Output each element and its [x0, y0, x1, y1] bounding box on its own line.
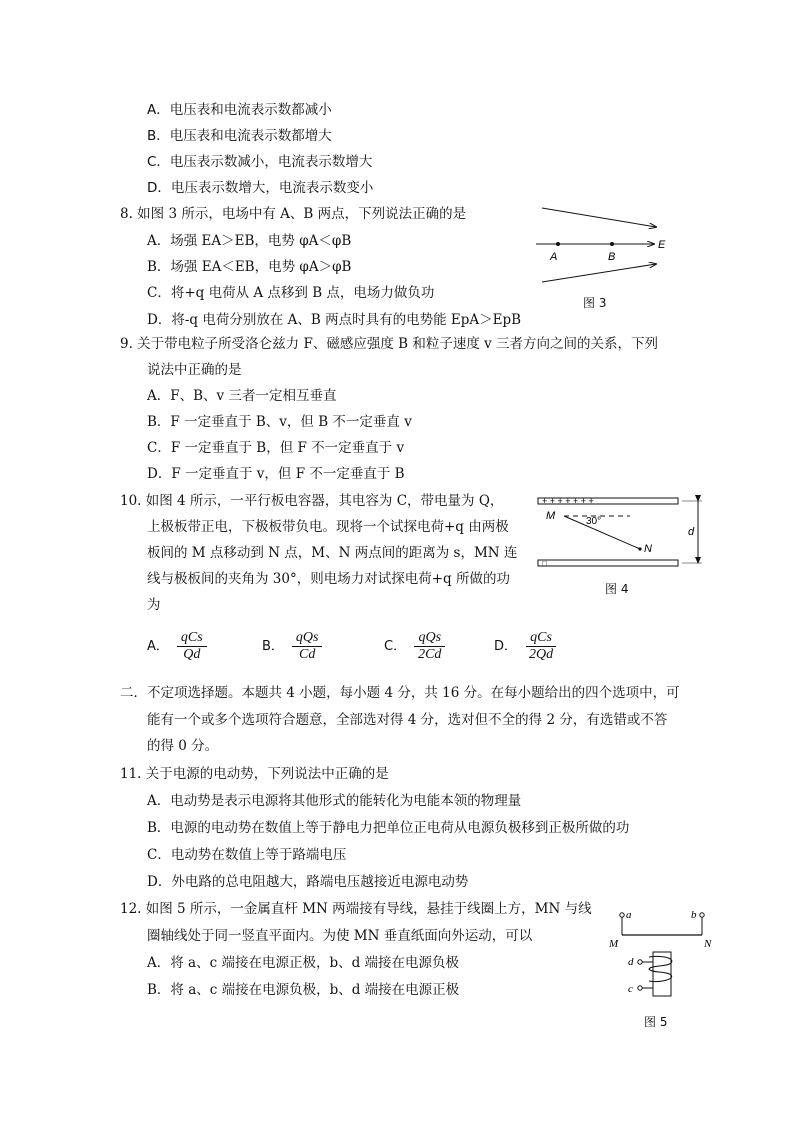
terminal-d: [638, 960, 642, 964]
q9-option-a: A．F、B、v 三者一定相互垂直: [147, 388, 337, 404]
q10-option-a: A． $\frac{\text{qCs}}{Qd}$: [147, 628, 207, 665]
q8-option-d: D．将-q 电荷分别放在 A、B 两点时具有的电势能 EpA＞EpB: [147, 312, 522, 328]
field-line-top: [542, 208, 656, 227]
q10-option-d: D． $\frac{\text{qCs}}{2Qd}$: [494, 628, 557, 665]
figure-3-caption: 图 3: [583, 296, 607, 310]
q12-option-a: A．将 a、c 端接在电源正极，b、d 端接在电源负极: [147, 955, 460, 971]
q12-stem-line2: 圈轴线处于同一竖直平面内。为使 MN 垂直纸面向外运动，可以: [147, 928, 533, 944]
q12-stem-line1: 12. 如图 5 所示，一金属直杆 MN 两端接有导线，悬挂于线圈上方，MN 与线: [120, 901, 592, 917]
field-e-label: E: [658, 239, 666, 251]
q11-stem: 11. 关于电源的电动势，下列说法中正确的是: [120, 766, 389, 782]
point-b-dot: [610, 242, 614, 246]
point-n-label: N: [644, 543, 652, 555]
terminal-a: [620, 913, 624, 917]
point-m-label: M: [546, 510, 556, 522]
q10-option-b: B． $\frac{\text{qQs}}{Cd}$: [262, 628, 322, 665]
q7-option-d: D．电压表示数增大，电流表示数变小: [147, 180, 374, 196]
terminal-c: [638, 986, 642, 990]
terminal-a-label: a: [626, 909, 632, 921]
coil-winding: [649, 956, 672, 981]
q8-option-c: C．将+q 电荷从 A 点移到 B 点，电场力做负功: [147, 285, 435, 301]
point-a-dot: [556, 242, 560, 246]
q10-stem-line2: 上极板带正电，下极板带负电。现将一个试探电荷+q 由两极: [147, 519, 509, 535]
terminal-c-label: c: [628, 983, 633, 995]
terminal-b: [700, 913, 704, 917]
q10-stem-line4: 线与极板间的夹角为 30°，则电场力对试探电荷+q 所做的功: [147, 571, 510, 587]
q9-option-d: D．F 一定垂直于 v，但 F 不一定垂直于 B: [147, 466, 405, 482]
q8-option-a: A．场强 EA＞EB，电势 φA＜φB: [147, 233, 352, 249]
figure-3: [530, 200, 680, 300]
q8-stem: 8. 如图 3 所示，电场中有 A、B 两点，下列说法正确的是: [120, 206, 467, 222]
q7-option-c: C．电压表示数减小，电流表示数增大: [147, 154, 373, 170]
point-a-label: A: [550, 251, 558, 263]
rod-n-label: N: [704, 938, 712, 950]
q11-option-c: C．电动势在数值上等于路端电压: [147, 847, 347, 863]
plus-signs: + + + + + + +: [542, 496, 594, 506]
section-2-line3: 的得 0 分。: [147, 738, 219, 754]
q9-option-b: B．F 一定垂直于 B、v，但 B 不一定垂直 v: [147, 414, 412, 430]
lower-plate: [538, 560, 678, 566]
q11-option-d: D．外电路的总电阻越大，路端电压越接近电源电动势: [147, 874, 469, 890]
q9-stem-line2: 说法中正确的是: [147, 362, 242, 378]
section-2-line2: 能有一个或多个选项符合题意，全部选对得 4 分，选对但不全的得 2 分，有选错或不答: [147, 712, 668, 728]
q11-option-b: B．电源的电动势在数值上等于静电力把单位正电荷从电源负极移到正极所做的功: [147, 820, 630, 836]
q7-option-b: B．电压表和电流表示数都增大: [147, 128, 332, 144]
mn-line: [564, 516, 640, 549]
rod-m-label: M: [609, 938, 619, 950]
q11-option-a: A．电动势是表示电源将其他形式的能转化为电能本领的物理量: [147, 793, 522, 809]
terminal-d-label: d: [628, 956, 634, 968]
q10-stem-line5: 为: [147, 597, 161, 613]
terminal-b-label: b: [691, 909, 697, 921]
point-n-dot: [638, 547, 641, 550]
q10-stem-line3: 板间的 M 点移动到 N 点，M、N 两点间的距离为 s，MN 连: [147, 545, 518, 561]
q7-option-a: A．电压表和电流表示数都减小: [147, 102, 332, 118]
q10-stem-line1: 10. 如图 4 所示，一平行板电容器，其电容为 C，带电量为 Q，: [120, 493, 504, 509]
angle-label: 30°: [586, 516, 602, 527]
field-line-bottom: [542, 264, 656, 282]
figure-5: [605, 905, 720, 1005]
figure-4-caption: 图 4: [605, 582, 629, 596]
q12-option-b: B．将 a、c 端接在电源负极，b、d 端接在电源正极: [147, 982, 460, 998]
section-2-line1: 二．不定项选择题。本题共 4 小题，每小题 4 分，共 16 分。在每小题给出的四个选项中，可: [120, 685, 680, 701]
distance-d-label: d: [688, 526, 695, 538]
q8-option-b: B．场强 EA＜EB，电势 φA＞φB: [147, 259, 352, 275]
figure-4: [530, 494, 710, 574]
q9-option-c: C．F 一定垂直于 B，但 F 不一定垂直于 v: [147, 440, 405, 456]
minus-sign: □: [542, 559, 547, 568]
q9-stem-line1: 9. 关于带电粒子所受洛仑兹力 F、磁感应强度 B 和粒子速度 v 三者方向之间的关系，下列: [120, 336, 659, 352]
q10-option-c: C． $\frac{\text{qQs}}{2Cd}$: [384, 628, 445, 665]
figure-5-caption: 图 5: [644, 1015, 668, 1029]
point-b-label: B: [608, 251, 616, 263]
